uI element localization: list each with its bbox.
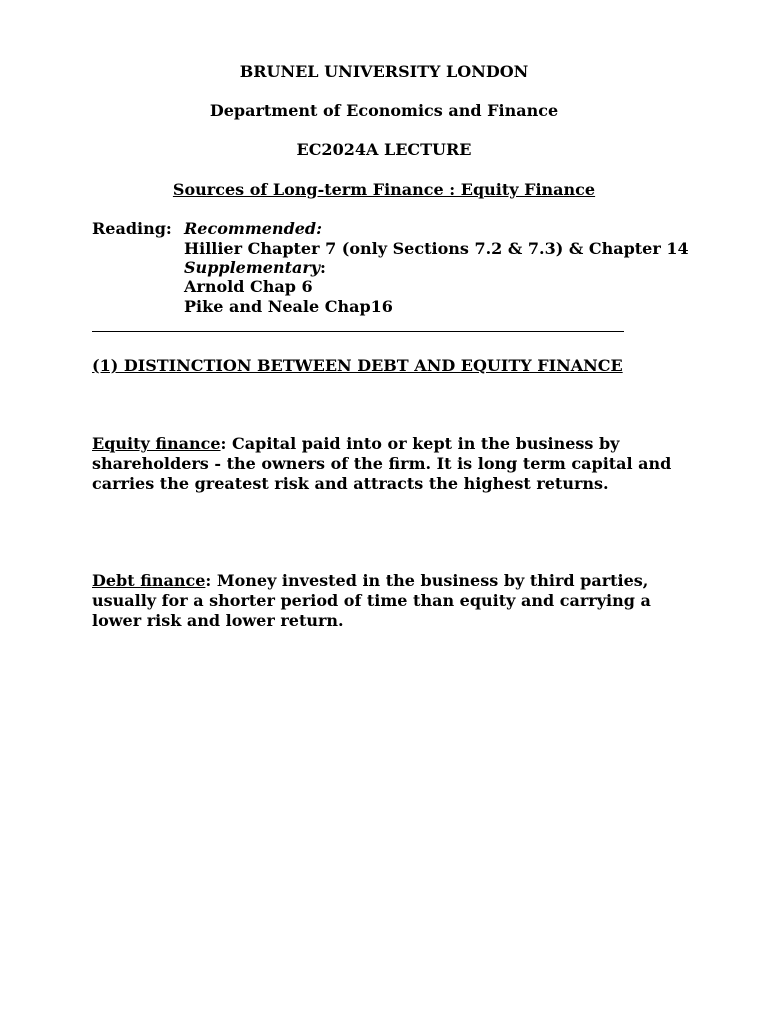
university-title: BRUNEL UNIVERSITY LONDON xyxy=(239,62,529,81)
debt-paragraph xyxy=(92,571,682,631)
recommended-label: Recommended: xyxy=(184,219,323,238)
supplementary-colon: : xyxy=(320,258,326,277)
supplementary-item: Pike and Neale Chap16 xyxy=(184,297,393,316)
debt-term: Debt finance xyxy=(92,571,206,590)
equity-text: : Capital paid into or kept in the business by shareholders - the owners of the firm. It is long term capital and carries the greatest risk and attracts the highest returns. xyxy=(92,434,672,493)
debt-text: : Money invested in the business by third parties, usually for a shorter period of time than equity and carrying a lower risk and lower return. xyxy=(92,571,651,630)
horizontal-rule xyxy=(92,331,624,332)
department-title: Department of Economics and Finance xyxy=(209,101,559,120)
supplementary-item: Arnold Chap 6 xyxy=(184,277,313,296)
topic-text: Sources of Long-term Finance : Equity Finance xyxy=(172,180,596,199)
reading-label: Reading: xyxy=(92,219,172,238)
section-heading: (1) DISTINCTION BETWEEN DEBT AND EQUITY FINANCE xyxy=(92,356,623,375)
supplementary-line xyxy=(184,258,326,278)
recommended-item: Hillier Chapter 7 (only Sections 7.2 & 7.3) & Chapter 14 xyxy=(184,239,689,258)
supplementary-label: Supplementary xyxy=(184,258,321,277)
topic-title xyxy=(0,180,768,200)
equity-paragraph xyxy=(92,434,682,494)
course-title: EC2024A LECTURE xyxy=(296,140,472,159)
equity-term: Equity finance xyxy=(92,434,221,453)
